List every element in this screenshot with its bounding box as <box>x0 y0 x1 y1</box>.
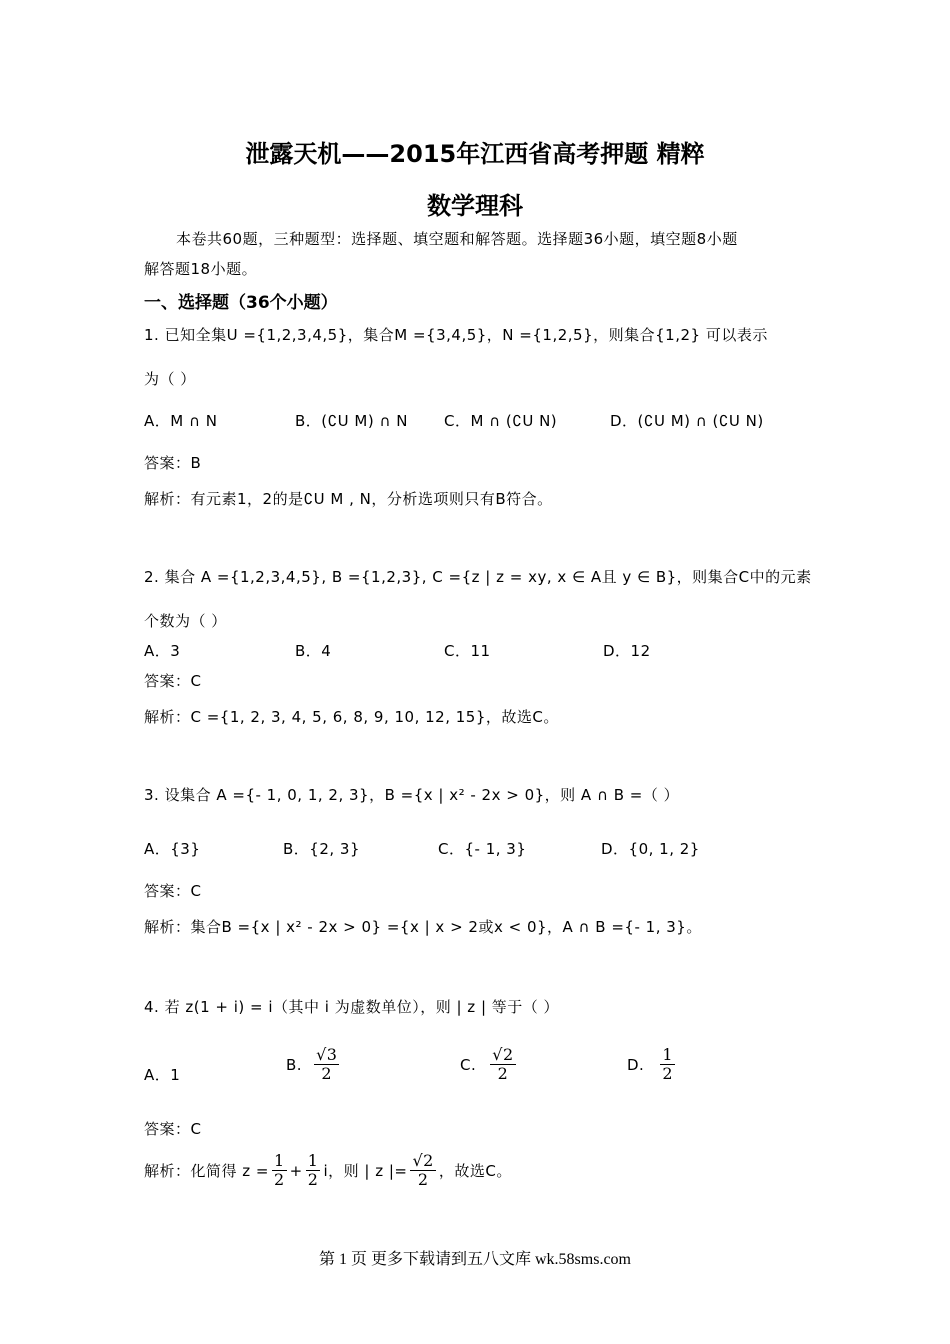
q4-explanation <box>144 1152 512 1189</box>
q4-option-b-denominator: 2 <box>321 1064 333 1083</box>
q3-stem: 3. 设集合 A ={- 1, 0, 1, 2, 3}，B ={x | x² - 2x > 0}，则 A ∩ B =（ ） <box>144 786 680 804</box>
q1-option-a: A．M ∩ N <box>144 412 218 430</box>
q3-option-b: B．{2, 3} <box>283 840 361 858</box>
q2-stem: 2. 集合 A ={1,2,3,4,5}, B ={1,2,3}, C ={z | z = xy, x ∈ A且 y ∈ B}，则集合C中的元素 <box>144 568 812 586</box>
q4-option-b-numerator: √3 <box>316 1045 338 1064</box>
q4-explanation-fraction-2-den: 2 <box>307 1170 319 1189</box>
q4-option-d-label: D. <box>627 1055 645 1074</box>
q4-explanation-plus: + <box>289 1161 303 1180</box>
q2-stem-cont: 个数为（ ） <box>144 612 227 630</box>
q3-explanation: 解析：集合B ={x | x² - 2x > 0} ={x | x > 2或x < 0}，A ∩ B ={- 1, 3}。 <box>144 918 702 936</box>
q4-option-a: A．1 <box>144 1066 181 1084</box>
q4-explanation-suffix: ，故选C。 <box>438 1162 512 1180</box>
q4-option-d-fraction <box>660 1046 675 1083</box>
page-subtitle: 数学理科 <box>427 192 523 220</box>
page-footer: 第 1 页 更多下载请到五八文库 wk.58sms.com <box>318 1251 631 1268</box>
q1-answer: 答案：B <box>144 454 202 472</box>
q2-option-a: A．3 <box>144 642 181 660</box>
q4-explanation-fraction-2 <box>306 1152 321 1189</box>
q3-option-a: A．{3} <box>144 840 201 858</box>
q4-option-c-label: C. <box>460 1055 477 1074</box>
q4-explanation-fraction-3-den: 2 <box>417 1170 429 1189</box>
q4-explanation-fraction-1 <box>272 1152 287 1189</box>
q1-option-c: C．M ∩ (∁U N) <box>444 412 558 430</box>
q4-explanation-fraction-1-den: 2 <box>273 1170 285 1189</box>
q4-explanation-fraction-3 <box>410 1152 435 1189</box>
q1-stem: 1. 已知全集U ={1,2,3,4,5}，集合M ={3,4,5}，N ={1,2,5}，则集合{1,2} 可以表示 <box>144 326 768 344</box>
q4-option-d <box>627 1046 675 1083</box>
q2-option-d: D．12 <box>603 642 651 660</box>
q2-answer: 答案：C <box>144 672 202 690</box>
intro-line-2: 解答题18小题。 <box>144 260 258 278</box>
q4-explanation-fraction-3-num: √2 <box>412 1151 434 1170</box>
q4-option-b <box>286 1046 339 1083</box>
q3-answer: 答案：C <box>144 882 202 900</box>
q4-stem: 4. 若 z(1 + i) = i（其中 i 为虚数单位），则 | z | 等于（ ） <box>144 998 560 1016</box>
q4-option-c-fraction <box>490 1046 515 1083</box>
q1-option-d: D．(∁U M) ∩ (∁U N) <box>610 412 764 430</box>
q4-option-d-numerator: 1 <box>662 1045 674 1064</box>
q4-answer: 答案：C <box>144 1120 202 1138</box>
q3-option-c: C．{- 1, 3} <box>438 840 527 858</box>
q4-option-b-label: B. <box>286 1055 303 1074</box>
q4-explanation-fraction-1-num: 1 <box>273 1151 285 1170</box>
q4-option-b-fraction <box>314 1046 339 1083</box>
q4-explanation-middle: i，则 | z |= <box>323 1162 408 1180</box>
q3-option-d: D．{0, 1, 2} <box>601 840 700 858</box>
q4-option-d-denominator: 2 <box>662 1064 674 1083</box>
q4-option-c <box>460 1046 516 1083</box>
q4-explanation-prefix: 解析：化简得 z = <box>144 1162 269 1180</box>
page-title: 泄露天机——2015年江西省高考押题 精粹 <box>245 140 705 168</box>
q1-stem-cont: 为（ ） <box>144 370 196 388</box>
q2-option-c: C．11 <box>444 642 491 660</box>
q4-option-c-numerator: √2 <box>492 1045 514 1064</box>
intro-line-1: 本卷共60题，三种题型：选择题、填空题和解答题。选择题36小题，填空题8小题 <box>176 230 738 248</box>
q1-option-b: B．(∁U M) ∩ N <box>295 412 408 430</box>
section-heading: 一、选择题（36个小题） <box>144 293 338 313</box>
q2-explanation: 解析：C ={1, 2, 3, 4, 5, 6, 8, 9, 10, 12, 15}，故选C。 <box>144 708 559 726</box>
q2-option-b: B．4 <box>295 642 332 660</box>
q4-option-c-denominator: 2 <box>497 1064 509 1083</box>
q4-explanation-fraction-2-num: 1 <box>307 1151 319 1170</box>
q1-explanation: 解析：有元素1，2的是∁U M , N，分析选项则只有B符合。 <box>144 490 553 508</box>
